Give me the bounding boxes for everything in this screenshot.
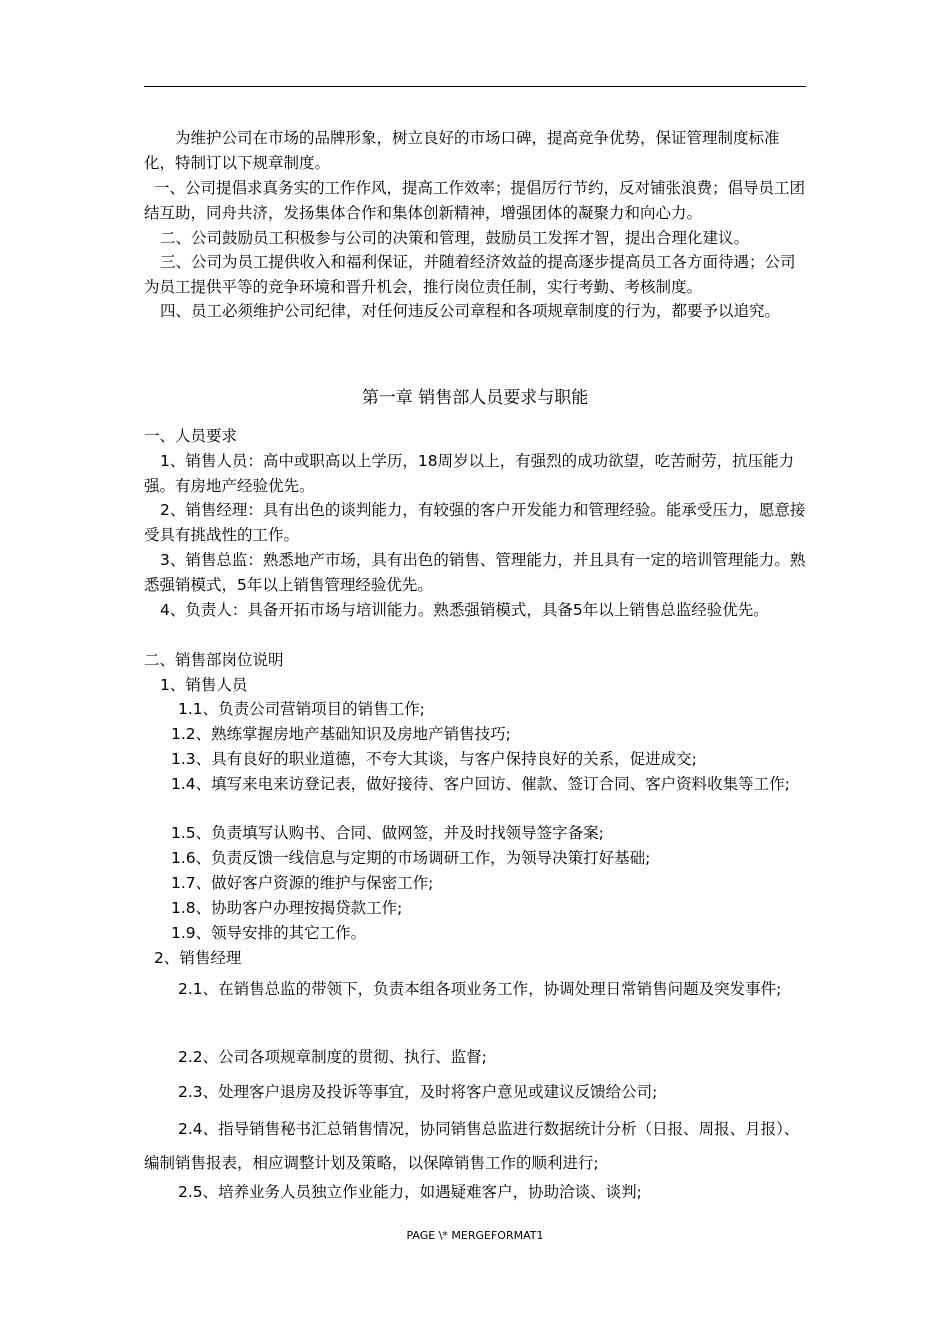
- duty-1-3: 1.3、具有良好的职业道德，不夸大其谈，与客户保持良好的关系，促进成交;: [171, 750, 697, 768]
- header-rule: [144, 86, 806, 87]
- duty-2-4: 2.4、指导销售秘书汇总销售情况，协同销售总监进行数据统计分析（日报、周报、月报）、编制销售报表，相应调整计划及策略，以保障销售工作的顺利进行;: [144, 1120, 800, 1172]
- intro-paragraph: 为维护公司在市场的品牌形象，树立良好的市场口碑，提高竞争优势，保证管理制度标准化，特制订以下规章制度。: [144, 129, 780, 172]
- duty-1-4: 1.4、填写来电来访登记表，做好接待、客户回访、催款、签订合同、客户资料收集等工作;: [171, 775, 790, 793]
- requirement-sales-manager: 2、销售经理：具有出色的谈判能力，有较强的客户开发能力和管理经验。能承受压力，愿意接受具有挑战性的工作。: [144, 501, 806, 544]
- duty-1-6: 1.6、负责反馈一线信息与定期的市场调研工作，为领导决策打好基础;: [171, 849, 651, 867]
- requirement-principal: 4、负责人：具备开拓市场与培训能力。熟悉强销模式，具备5年以上销售总监经验优先。: [160, 601, 769, 619]
- policy-4: 四、员工必须维护公司纪律，对任何违反公司章程和各项规章制度的行为，都要予以追究。: [160, 302, 781, 320]
- policy-3: 三、公司为员工提供收入和福利保证，并随着经济效益的提高逐步提高员工各方面待遇；公司为员工提供平等的竞争环境和晋升机会，推行岗位责任制，实行考勤、考核制度。: [144, 253, 796, 296]
- requirements-heading: 一、人员要求: [144, 427, 238, 445]
- duty-2-2: 2.2、公司各项规章制度的贯彻、执行、监督;: [178, 1048, 487, 1066]
- page-footer: PAGE \* MERGEFORMAT1: [406, 1229, 544, 1242]
- sales-manager-heading: 2、销售经理: [154, 949, 242, 967]
- sales-staff-heading: 1、销售人员: [160, 676, 248, 694]
- requirement-sales-staff: 1、销售人员：高中或职高以上学历，18周岁以上，有强烈的成功欲望，吃苦耐劳，抗压能力强。有房地产经验优先。: [144, 452, 795, 495]
- requirement-sales-director: 3、销售总监：熟悉地产市场，具有出色的销售、管理能力，并且具有一定的培训管理能力。熟悉强销模式，5年以上销售管理经验优先。: [144, 551, 806, 594]
- duty-1-8: 1.8、协助客户办理按揭贷款工作;: [171, 899, 403, 917]
- duty-2-3: 2.3、处理客户退房及投诉等事宜，及时将客户意见或建议反馈给公司;: [178, 1083, 658, 1101]
- duty-1-2: 1.2、熟练掌握房地产基础知识及房地产销售技巧;: [171, 725, 511, 743]
- policy-1: 一、公司提倡求真务实的工作作风，提高工作效率；提倡厉行节约，反对铺张浪费；倡导员工团结互助，同舟共济，发扬集体合作和集体创新精神，增强团体的凝聚力和向心力。: [144, 179, 806, 222]
- duty-2-5: 2.5、培养业务人员独立作业能力，如遇疑难客户，协助洽谈、谈判;: [178, 1183, 642, 1201]
- positions-heading: 二、销售部岗位说明: [144, 651, 284, 669]
- policy-2: 二、公司鼓励员工积极参与公司的决策和管理，鼓励员工发挥才智，提出合理化建议。: [160, 229, 750, 247]
- chapter-title: 第一章 销售部人员要求与职能: [361, 388, 589, 408]
- duty-1-5: 1.5、负责填写认购书、合同、做网签，并及时找领导签字备案;: [171, 824, 604, 842]
- duty-1-9: 1.9、领导安排的其它工作。: [171, 924, 367, 942]
- duty-2-1: 2.1、在销售总监的带领下，负责本组各项业务工作，协调处理日常销售问题及突发事件;: [178, 980, 782, 998]
- duty-1-1: 1.1、负责公司营销项目的销售工作;: [178, 700, 425, 718]
- duty-1-7: 1.7、做好客户资源的维护与保密工作;: [171, 874, 434, 892]
